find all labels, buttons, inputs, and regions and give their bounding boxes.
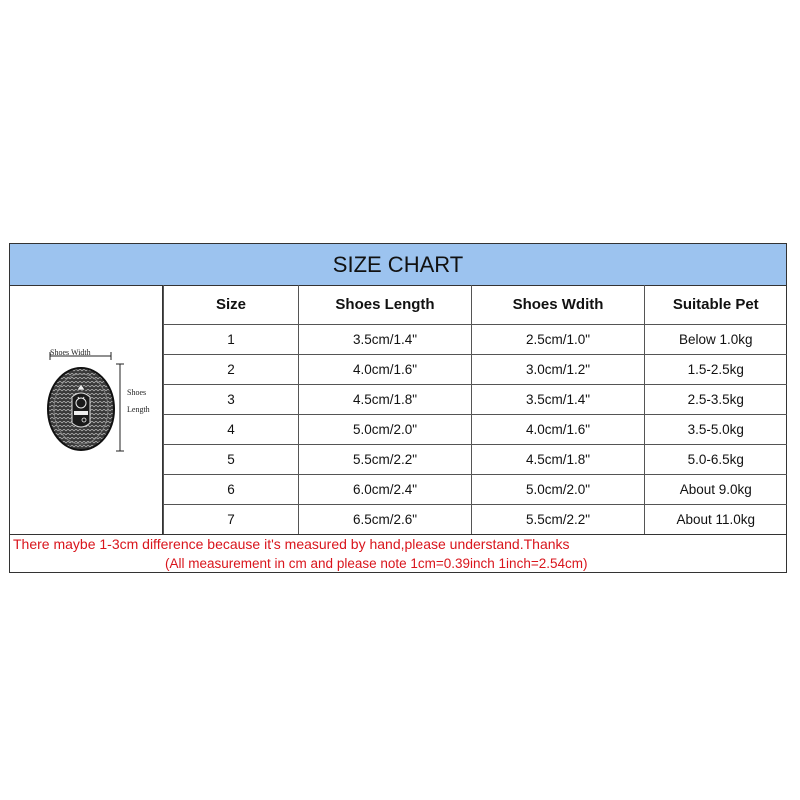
cell-shoes-width: 3.5cm/1.4" [472,385,645,415]
table-row [164,355,787,385]
cell-suitable-pet: 5.0-6.5kg [645,445,787,475]
cell-size: 2 [164,355,299,385]
cell-size: 6 [164,475,299,505]
shoe-diagram [10,285,163,534]
table-row [164,415,787,445]
cell-shoes-width: 5.5cm/2.2" [472,505,645,535]
cell-shoes-length: 3.5cm/1.4" [299,325,472,355]
shoes-length-label-line1: Shoes [127,388,147,397]
size-chart-title: SIZE CHART [10,244,786,286]
header-shoes-length: Shoes Length [299,285,472,325]
cell-size: 7 [164,505,299,535]
table-row [164,445,787,475]
cell-suitable-pet: About 11.0kg [645,505,787,535]
unit-conversion-note: (All measurement in cm and please note 1cm=0.39inch 1inch=2.54cm) [165,556,588,571]
header-size: Size [164,285,299,325]
cell-size: 1 [164,325,299,355]
cell-size: 3 [164,385,299,415]
cell-shoes-length: 4.5cm/1.8" [299,385,472,415]
shoes-length-label-line2: Length [127,405,150,414]
table-row [164,385,787,415]
cell-shoes-length: 6.5cm/2.6" [299,505,472,535]
cell-suitable-pet: About 9.0kg [645,475,787,505]
cell-shoes-length: 5.0cm/2.0" [299,415,472,445]
header-shoes-width: Shoes Wdith [472,285,645,325]
cell-shoes-length: 4.0cm/1.6" [299,355,472,385]
table-row [164,505,787,535]
cell-shoes-width: 4.0cm/1.6" [472,415,645,445]
table-row [164,325,787,355]
cell-suitable-pet: 1.5-2.5kg [645,355,787,385]
cell-suitable-pet: 3.5-5.0kg [645,415,787,445]
cell-shoes-length: 6.0cm/2.4" [299,475,472,505]
cell-shoes-width: 4.5cm/1.8" [472,445,645,475]
cell-shoes-width: 2.5cm/1.0" [472,325,645,355]
cell-size: 5 [164,445,299,475]
cell-shoes-length: 5.5cm/2.2" [299,445,472,475]
cell-shoes-width: 5.0cm/2.0" [472,475,645,505]
table-header-row [164,285,787,325]
shoes-width-label: Shoes Width [50,348,91,357]
size-chart [9,243,787,573]
cell-size: 4 [164,415,299,445]
header-suitable-pet: Suitable Pet [645,285,787,325]
cell-suitable-pet: 2.5-3.5kg [645,385,787,415]
size-table [163,285,787,534]
cell-suitable-pet: Below 1.0kg [645,325,787,355]
notes-area [10,534,786,573]
cell-shoes-width: 3.0cm/1.2" [472,355,645,385]
measurement-disclaimer: There maybe 1-3cm difference because it's measured by hand,please understand.Thanks [13,536,570,552]
table-row [164,475,787,505]
